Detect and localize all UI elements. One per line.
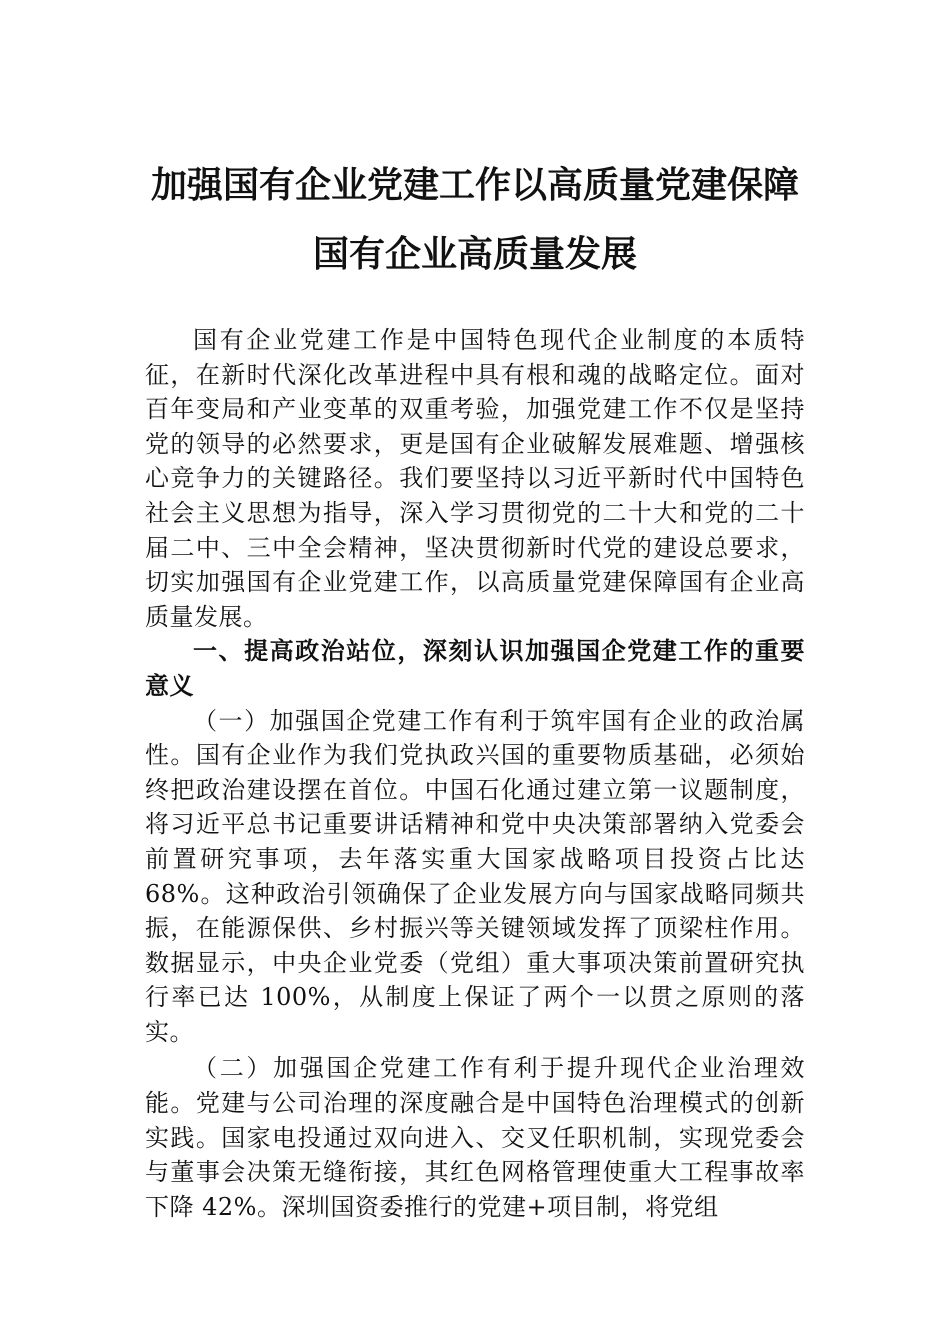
document-title-line-2: 国有企业高质量发展 bbox=[312, 233, 637, 275]
document-title-line-1: 加强国有企业党建工作以高质量党建保障 bbox=[150, 164, 799, 206]
section-1-heading: 一、提高政治站位，深刻认识加强国企党建工作的重要意义 bbox=[145, 637, 805, 700]
intro-paragraph: 国有企业党建工作是中国特色现代企业制度的本质特征，在新时代深化改革进程中具有根和魂的战略定位。面对百年变局和产业变革的双重考验，加强党建工作不仅是坚持党的领导的必然要求，更是国有企业破解发展难题、增强核心竞争力的关键路径。我们要坚持以习近平新时代中国特色社会主义思想为指导，深入学习贯彻党的二十大和党的二十届二中、三中全会精神，坚决贯彻新时代党的建设总要求，切实加强国有企业党建工作，以高质量党建保障国有企业高质量发展。 bbox=[145, 326, 805, 631]
section-1-paragraph-2: （二）加强国企党建工作有利于提升现代企业治理效能。党建与公司治理的深度融合是中国特色治理模式的创新实践。国家电投通过双向进入、交叉任职机制，实现党委会与董事会决策无缝衔接，其红色网格管理使重大工程事故率下降 42%。深圳国资委推行的党建+项目制，将党组 bbox=[145, 1054, 805, 1221]
section-1-paragraph-1: （一）加强国企党建工作有利于筑牢国有企业的政治属性。国有企业作为我们党执政兴国的重要物质基础，必须始终把政治建设摆在首位。中国石化通过建立第一议题制度，将习近平总书记重要讲话精神和党中央决策部署纳入党委会前置研究事项，去年落实重大国家战略项目投资占比达 68%。这种政治引领确保了企业发展方向与国家战略同频共振，在能源保供、乡村振兴等关键领域发挥了顶梁柱作用。数据显示，中央企业党委（党组）重大事项决策前置研究执行率已达 100%，从制度上保证了两个一以贯之原则的落实。 bbox=[145, 706, 805, 1046]
document-body bbox=[145, 323, 805, 1224]
